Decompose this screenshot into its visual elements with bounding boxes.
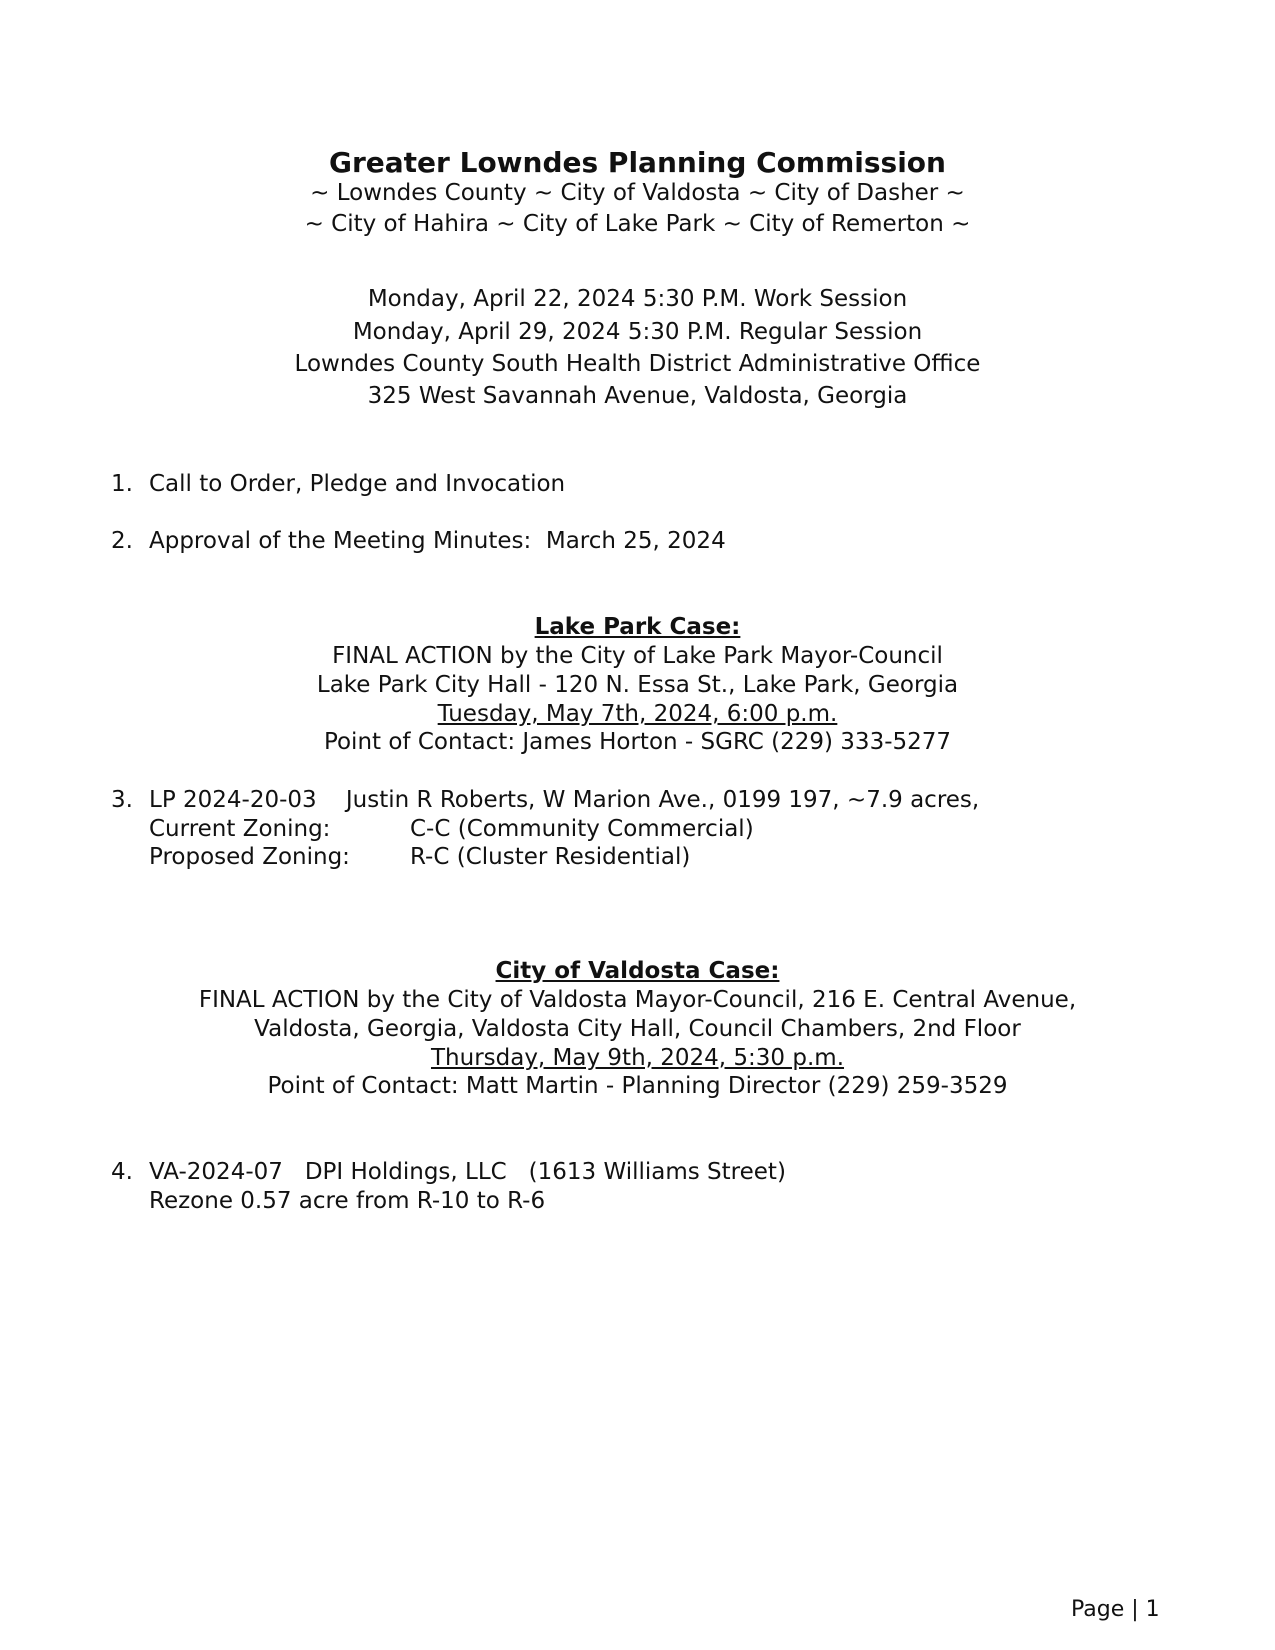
meeting-location: Lowndes County South Health District Administrative Office bbox=[294, 351, 981, 377]
agenda-number-2: 2. bbox=[111, 528, 133, 554]
proposed-zoning-label: Proposed Zoning: bbox=[149, 844, 350, 870]
agenda-number-1: 1. bbox=[111, 471, 133, 497]
lake-park-heading-wrap bbox=[0, 614, 1275, 640]
page-title: Greater Lowndes Planning Commission bbox=[329, 146, 946, 179]
jurisdictions-line-2: ~ City of Hahira ~ City of Lake Park ~ City of Remerton ~ bbox=[304, 211, 971, 237]
jurisdictions-line-1: ~ Lowndes County ~ City of Valdosta ~ City of Dasher ~ bbox=[310, 180, 965, 206]
page-number: Page | 1 bbox=[1071, 1597, 1160, 1622]
regular-session-line: Monday, April 29, 2024 5:30 P.M. Regular Session bbox=[352, 319, 923, 345]
valdosta-contact: Point of Contact: Matt Martin - Planning Director (229) 259-3529 bbox=[267, 1073, 1008, 1099]
valdosta-heading-wrap bbox=[0, 958, 1275, 984]
agenda-number-3: 3. bbox=[111, 787, 133, 813]
agenda-item-2: Approval of the Meeting Minutes: March 25, 2024 bbox=[149, 528, 726, 554]
valdosta-final-action-1: FINAL ACTION by the City of Valdosta Mayor-Council, 216 E. Central Avenue, bbox=[198, 987, 1077, 1013]
current-zoning-value: C-C (Community Commercial) bbox=[410, 816, 754, 842]
proposed-zoning-value: R-C (Cluster Residential) bbox=[410, 844, 691, 870]
lake-park-heading: Lake Park Case: bbox=[534, 614, 741, 640]
agenda-item-4-description: Rezone 0.57 acre from R-10 to R-6 bbox=[149, 1188, 546, 1214]
current-zoning-label: Current Zoning: bbox=[149, 816, 331, 842]
agenda-item-3-case: LP 2024-20-03 Justin R Roberts, W Marion Ave., 0199 197, ~7.9 acres, bbox=[149, 787, 980, 813]
lake-park-date-wrap bbox=[0, 701, 1275, 727]
lake-park-location: Lake Park City Hall - 120 N. Essa St., Lake Park, Georgia bbox=[316, 672, 959, 698]
lake-park-contact: Point of Contact: James Horton - SGRC (229) 333-5277 bbox=[323, 729, 952, 755]
meeting-address: 325 West Savannah Avenue, Valdosta, Georgia bbox=[367, 383, 908, 409]
agenda-item-1: Call to Order, Pledge and Invocation bbox=[149, 471, 566, 497]
lake-park-date: Tuesday, May 7th, 2024, 6:00 p.m. bbox=[437, 701, 838, 727]
agenda-number-4: 4. bbox=[111, 1159, 133, 1185]
valdosta-date-wrap bbox=[0, 1045, 1275, 1071]
agenda-item-4-case: VA-2024-07 DPI Holdings, LLC (1613 Williams Street) bbox=[149, 1159, 786, 1185]
valdosta-heading: City of Valdosta Case: bbox=[495, 958, 780, 984]
work-session-line: Monday, April 22, 2024 5:30 P.M. Work Session bbox=[367, 286, 908, 312]
valdosta-final-action-2: Valdosta, Georgia, Valdosta City Hall, Council Chambers, 2nd Floor bbox=[254, 1016, 1021, 1042]
valdosta-date: Thursday, May 9th, 2024, 5:30 p.m. bbox=[430, 1045, 845, 1071]
lake-park-final-action: FINAL ACTION by the City of Lake Park Mayor-Council bbox=[332, 643, 943, 669]
